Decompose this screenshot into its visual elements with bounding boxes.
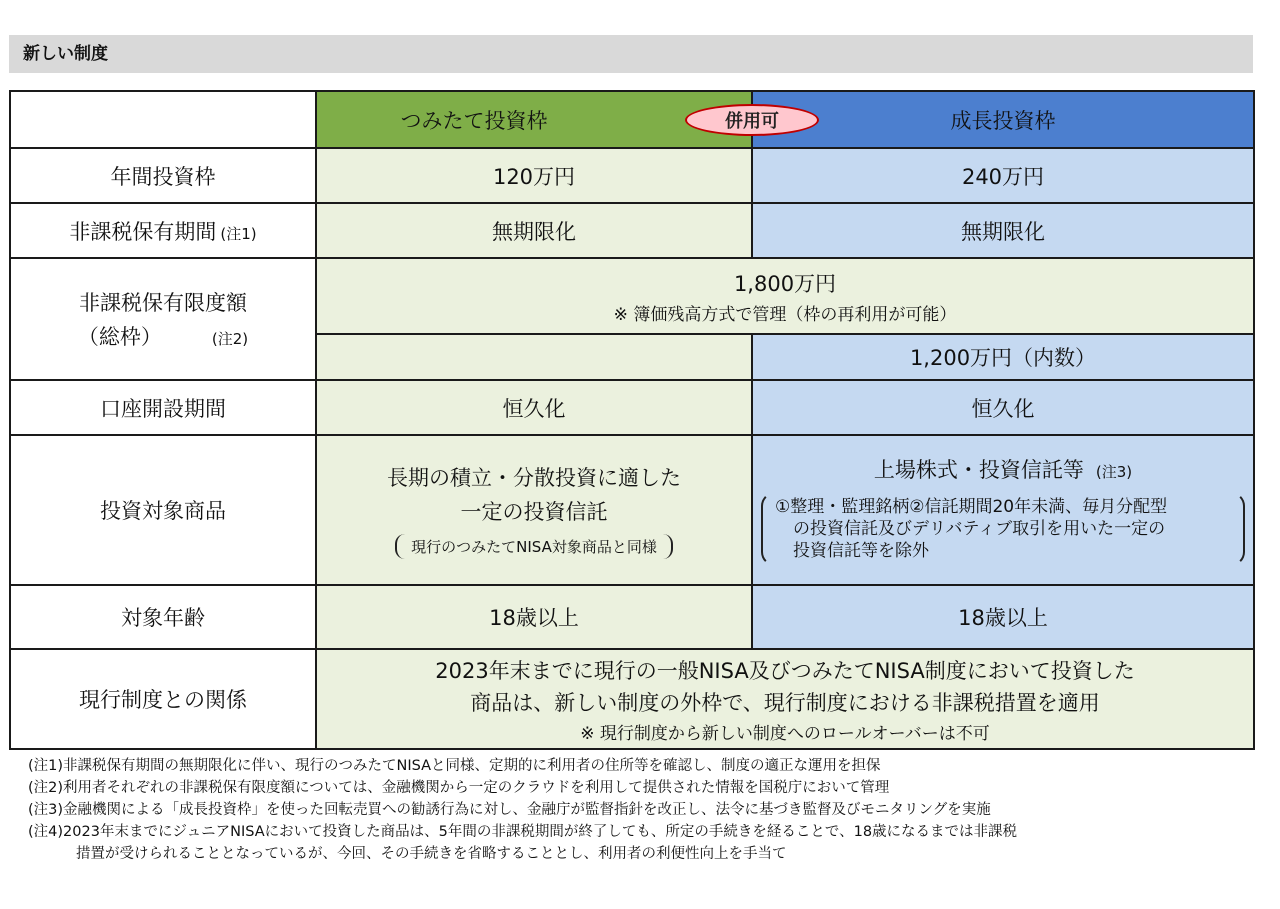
footnote-4: (注4)2023年末までにジュニアNISAにおいて投資した商品は、5年間の非課税期間が終了しても、所定の手続きを経ることで、18歳になるまでは非課税	[28, 824, 1018, 840]
products-exclusion-line2: の投資信託及びデリバティブ取引を用いた一定の	[793, 519, 1166, 539]
row-annual	[10, 148, 1254, 203]
row-period	[10, 203, 1254, 258]
footnote-4-continuation: 措置が受けられることとなっているが、今回、その手続きを省略することとし、利用者の利便性向上を手当て	[76, 846, 787, 862]
annual-label: 年間投資枠	[10, 148, 316, 203]
period-tsumitate: 無期限化	[316, 203, 752, 258]
account-label: 口座開設期間	[10, 380, 316, 435]
footnotes	[28, 755, 1258, 865]
period-label: 非課税保有期間	[69, 219, 217, 244]
period-seicho: 無期限化	[752, 203, 1254, 258]
products-tsumitate-paren: 現行のつみたてNISA対象商品と同様	[395, 534, 673, 559]
account-seicho: 恒久化	[752, 380, 1254, 435]
row-age	[10, 585, 1254, 649]
products-seicho-cell	[752, 435, 1254, 585]
limit-note: (注2)	[211, 330, 249, 348]
limit-label-cell	[10, 258, 316, 380]
tsumitate-header-label: つみたて投資枠	[400, 108, 548, 133]
row-products	[10, 435, 1254, 585]
limit-total-note: ※ 簿価残高方式で管理（枠の再利用が可能）	[613, 304, 957, 325]
relation-line2: 商品は、新しい制度の外枠で、現行制度における非課税措置を適用	[470, 690, 1100, 715]
relation-line1: 2023年末までに現行の一般NISA及びつみたてNISA制度において投資した	[435, 658, 1135, 683]
products-seicho-line1: 上場株式・投資信託等	[873, 458, 1084, 482]
row-account	[10, 380, 1254, 435]
footnote-2: (注2)利用者それぞれの非課税保有限度額については、金融機関から一定のクラウドを利用して提供された情報を国税庁において管理	[28, 780, 890, 796]
products-seicho-note: (注3)	[1095, 463, 1133, 481]
limit-label-line2: （総枠）	[77, 325, 162, 349]
footnote-1: (注1)非課税保有期間の無期限化に伴い、現行のつみたてNISAと同様、定期的に利用者の住所等を確認し、制度の適正な運用を担保	[28, 758, 881, 774]
period-label-cell	[10, 203, 316, 258]
limit-total: 1,800万円	[733, 271, 837, 296]
limit-total-cell	[316, 258, 1254, 334]
row-limit	[10, 258, 1254, 334]
nisa-comparison-table	[9, 90, 1255, 750]
relation-label: 現行制度との関係	[10, 649, 316, 749]
relation-line3: ※ 現行制度から新しい制度へのロールオーバーは不可	[580, 723, 990, 744]
limit-seicho: 1,200万円（内数）	[752, 334, 1254, 380]
combinable-badge: 併用可	[685, 104, 819, 136]
account-tsumitate: 恒久化	[316, 380, 752, 435]
age-seicho: 18歳以上	[752, 585, 1254, 649]
period-note: (注1)	[220, 224, 257, 243]
header-row	[10, 91, 1254, 148]
tsumitate-header	[316, 91, 779, 148]
footnote-3: (注3)金融機関による「成長投資枠」を使った回転売買への勧誘行為に対し、金融庁が監督指針を改正し、法令に基づき監督及びモニタリングを実施	[28, 802, 991, 818]
age-label: 対象年齢	[10, 585, 316, 649]
products-exclusion-line3: 投資信託等を除外	[793, 541, 929, 561]
seicho-header: 成長投資枠	[752, 91, 1254, 148]
age-tsumitate: 18歳以上	[316, 585, 752, 649]
row-relation	[10, 649, 1254, 749]
products-label: 投資対象商品	[10, 435, 316, 585]
annual-tsumitate: 120万円	[316, 148, 752, 203]
section-title: 新しい制度	[9, 35, 1253, 73]
limit-label-line1: 非課税保有限度額	[79, 291, 247, 315]
limit-tsumitate-blank	[316, 334, 752, 380]
products-tsumitate-line2: 一定の投資信託	[460, 499, 608, 524]
products-tsumitate-cell	[316, 435, 752, 585]
header-blank-cell	[10, 91, 316, 148]
products-tsumitate-line1: 長期の積立・分散投資に適した	[387, 465, 681, 490]
products-exclusion-line1: ①整理・監理銘柄②信託期間20年未満、毎月分配型	[775, 497, 1168, 517]
relation-cell	[316, 649, 1254, 749]
annual-seicho: 240万円	[752, 148, 1254, 203]
products-exclusion-box	[761, 492, 1245, 566]
